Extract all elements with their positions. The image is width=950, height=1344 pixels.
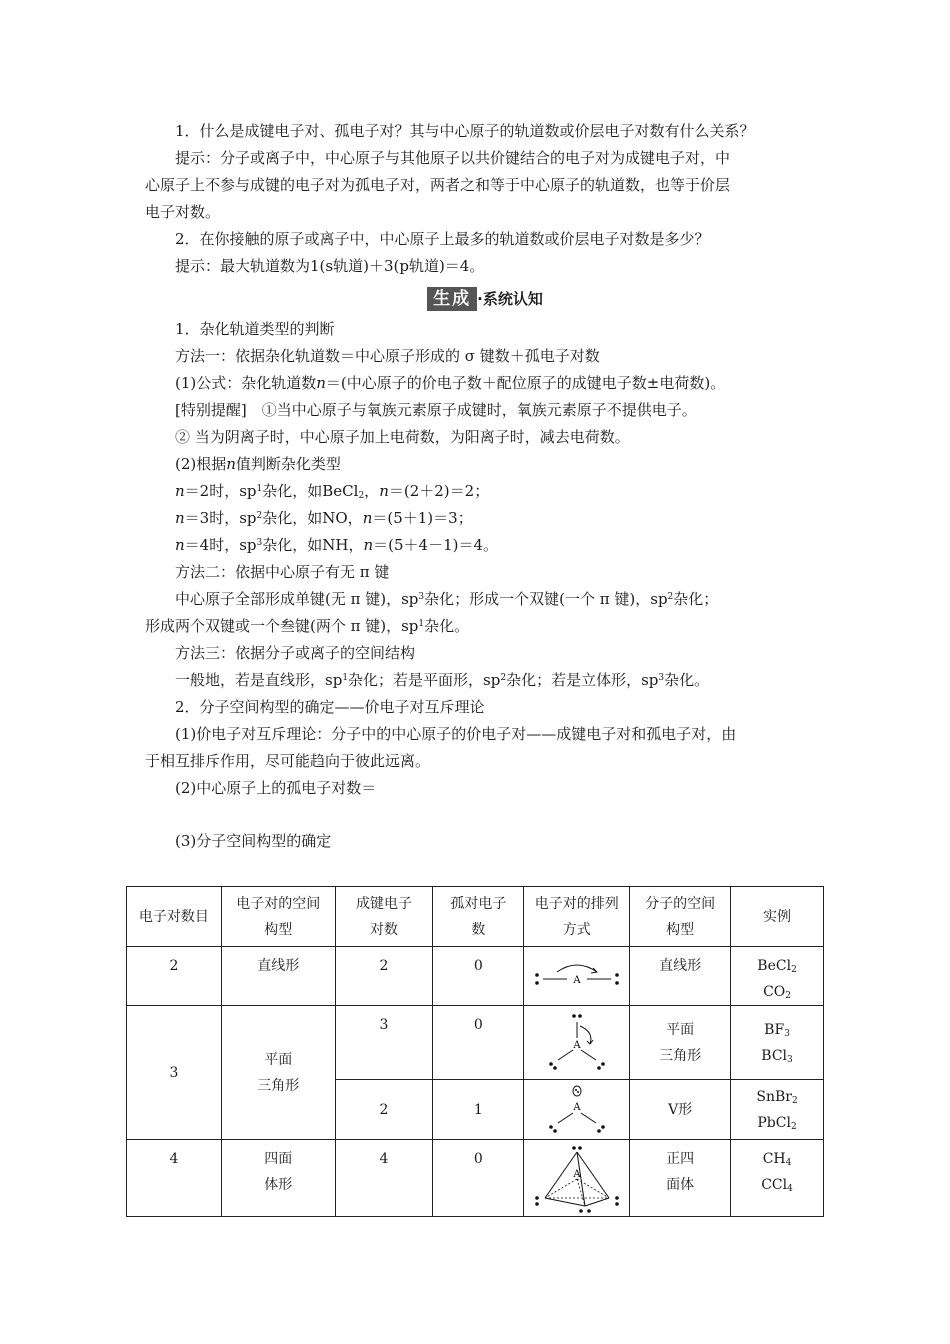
judge-line bbox=[145, 451, 825, 478]
judge-text-b: 值判断杂化类型 bbox=[235, 455, 341, 473]
lone-cell: 0 bbox=[433, 947, 524, 1006]
pair-geom-cell: 直线形 bbox=[221, 947, 335, 1006]
atom-label: A bbox=[573, 1101, 581, 1113]
example-2-sub: 4 bbox=[787, 1184, 793, 1194]
example-1 bbox=[731, 953, 823, 979]
rule-n4-c: ＝(5＋4－1)＝4。 bbox=[373, 536, 499, 554]
method-2-sup-2: 2 bbox=[667, 592, 674, 602]
example-2 bbox=[731, 1110, 823, 1136]
pair-geom-line-2: 三角形 bbox=[257, 1077, 300, 1094]
example-2-text: CO bbox=[763, 984, 786, 1000]
table-row bbox=[127, 1140, 824, 1217]
method-2-line-1 bbox=[145, 586, 825, 613]
rule-n3-sup: 2 bbox=[256, 511, 263, 521]
method-3-line bbox=[145, 667, 825, 694]
example-1-text: CH bbox=[762, 1151, 786, 1167]
q1-question: 1．什么是成键电子对、孤电子对？其与中心原子的轨道数或价层电子对数有什么关系？ bbox=[175, 122, 755, 140]
example-1-sub: 2 bbox=[791, 965, 797, 975]
rule-n2-var-2: n bbox=[379, 482, 389, 500]
bond-cell: 2 bbox=[335, 947, 433, 1006]
header-cell: 分子的空间构型 bbox=[630, 887, 731, 947]
example-1 bbox=[731, 1084, 823, 1110]
q2-question: 2．在你接触的原子或离子中，中心原子上最多的轨道数或价层电子对数是多少？ bbox=[175, 230, 710, 248]
rule-n3-c: ＝(5＋1)＝3； bbox=[372, 509, 473, 527]
section-header-box: 生成 bbox=[427, 287, 477, 311]
section-header-dot: · bbox=[477, 290, 483, 308]
rule-n3-var: n bbox=[175, 509, 185, 527]
table-row bbox=[127, 1006, 824, 1080]
mol-geom-line-2: 面体 bbox=[666, 1177, 695, 1193]
method-2-d: 形成两个双键或一个叁键(两个 π 键)，sp bbox=[145, 617, 419, 635]
method-2: 方法二：依据中心原子有无 π 键 bbox=[175, 563, 390, 581]
rule-n2-sub: 2 bbox=[358, 491, 365, 501]
vsepr-line-2: 于相互排斥作用，尽可能趋向于彼此远离。 bbox=[145, 752, 431, 770]
arrangement-bent bbox=[524, 1080, 630, 1140]
method-3-c: 杂化；若是立体形，sp bbox=[506, 671, 659, 689]
rule-n2 bbox=[145, 478, 825, 505]
rule-n2-sup: 1 bbox=[256, 484, 263, 494]
header-cell: 成键电子对数 bbox=[335, 887, 433, 947]
example-2-sub: 3 bbox=[787, 1054, 793, 1065]
method-3-sup-2: 2 bbox=[500, 673, 507, 683]
table-row bbox=[127, 947, 824, 1006]
mol-geom-cell bbox=[630, 1140, 731, 1217]
mol-geom-line-1: 平面 bbox=[666, 1021, 695, 1038]
method-3-a: 一般地，若是直线形，sp bbox=[175, 671, 343, 689]
example-1 bbox=[731, 1017, 823, 1043]
method-2-line-2 bbox=[145, 613, 825, 640]
bond-cell: 3 bbox=[335, 1006, 433, 1080]
mol-geom-cell: V形 bbox=[630, 1080, 731, 1140]
lone-cell: 1 bbox=[433, 1080, 524, 1140]
document-body bbox=[145, 118, 825, 855]
example-cell bbox=[731, 947, 824, 1006]
example-1-text: SnBr bbox=[756, 1088, 792, 1105]
example-2-sub: 2 bbox=[790, 1121, 797, 1132]
q1-answer-line-1: 提示：分子或离子中，中心原子与其他原子以共价键结合的电子对为成键电子对，中 bbox=[175, 149, 731, 167]
pair-geom-line-2: 体形 bbox=[264, 1177, 293, 1193]
formula-text-a: (1)公式：杂化轨道数 bbox=[175, 374, 317, 392]
judge-var-n: n bbox=[226, 455, 236, 473]
header-cell: 电子对的空间构型 bbox=[221, 887, 335, 947]
method-3: 方法三：依据分子或离子的空间结构 bbox=[175, 644, 416, 662]
pair-geom-cell bbox=[221, 1140, 335, 1217]
arrangement-trigonal bbox=[524, 1006, 630, 1080]
section-header-title: 系统认知 bbox=[482, 290, 543, 308]
rule-n4-var-2: n bbox=[363, 536, 374, 554]
rule-n2-c: ， bbox=[364, 482, 380, 500]
s2-title: 2．分子空间构型的确定——价电子对互斥理论 bbox=[175, 698, 485, 716]
method-2-sup-3: 1 bbox=[418, 619, 425, 629]
pair-geom-cell bbox=[221, 1006, 335, 1140]
bond-cell: 2 bbox=[335, 1080, 433, 1140]
method-1: 方法一：依据杂化轨道数＝中心原子形成的 σ 键数＋孤电子对数 bbox=[175, 347, 600, 365]
rule-n4-sup: 3 bbox=[256, 538, 263, 548]
example-1 bbox=[731, 1146, 823, 1172]
example-1-sub: 2 bbox=[791, 1095, 798, 1106]
example-cell bbox=[731, 1140, 824, 1217]
mol-geom-line-1: 正四 bbox=[666, 1151, 695, 1167]
example-cell bbox=[731, 1080, 824, 1140]
q1-answer-line-3: 电子对数。 bbox=[145, 203, 221, 221]
pairs-cell: 3 bbox=[127, 1006, 222, 1140]
table-header-row bbox=[127, 887, 824, 947]
s1-title: 1．杂化轨道类型的判断 bbox=[175, 320, 335, 338]
example-1-sub: 4 bbox=[785, 1158, 792, 1168]
rule-n3-a: ＝3时，sp bbox=[184, 509, 257, 527]
geometry-title: (3)分子空间构型的确定 bbox=[175, 832, 332, 850]
example-2-text: PbCl bbox=[757, 1114, 791, 1131]
lone-cell: 0 bbox=[433, 1140, 524, 1217]
method-3-b: 杂化；若是平面形，sp bbox=[348, 671, 501, 689]
header-cell: 电子对数目 bbox=[127, 887, 222, 947]
special-tip-1: [特别提醒] ①当中心原子与氧族元素原子成键时，氧族元素原子不提供电子。 bbox=[175, 401, 697, 419]
method-2-sup-1: 3 bbox=[418, 592, 425, 602]
method-2-b: 杂化；形成一个双键(一个 π 键)，sp bbox=[424, 590, 668, 608]
mol-geom-line-2: 三角形 bbox=[659, 1047, 702, 1064]
rule-n4-var: n bbox=[175, 536, 185, 554]
pair-geom-line-1: 平面 bbox=[264, 1051, 293, 1068]
header-cell: 电子对的排列方式 bbox=[524, 887, 630, 947]
rule-n3-var-2: n bbox=[362, 509, 373, 527]
bent-pair-diagram bbox=[532, 1083, 622, 1137]
rule-n4-b: 杂化，如NH， bbox=[262, 536, 364, 554]
q2-answer: 提示：最大轨道数为1(s轨道)＋3(p轨道)＝4。 bbox=[175, 257, 485, 275]
example-2 bbox=[731, 1043, 823, 1069]
example-2-text: CCl bbox=[761, 1177, 788, 1193]
method-2-e: 杂化。 bbox=[424, 617, 470, 635]
example-2-text: BCl bbox=[761, 1047, 788, 1064]
example-cell bbox=[731, 1006, 824, 1080]
formula-line bbox=[145, 370, 825, 397]
rule-n3-b: 杂化，如NO， bbox=[262, 509, 363, 527]
method-3-sup-3: 3 bbox=[658, 673, 665, 683]
special-tip-2: ② 当为阴离子时，中心原子加上电荷数，为阳离子时，减去电荷数。 bbox=[175, 428, 630, 446]
rule-n2-var: n bbox=[175, 482, 185, 500]
example-2 bbox=[731, 1172, 823, 1198]
atom-label: A bbox=[573, 1039, 581, 1051]
linear-pair-diagram bbox=[527, 956, 627, 996]
q1-answer-line-2: 心原子上不参与成键的电子对为孤电子对，两者之和等于中心原子的轨道数，也等于价层 bbox=[145, 176, 731, 194]
formula-var-n: n bbox=[316, 374, 326, 392]
header-cell: 实例 bbox=[731, 887, 824, 947]
lone-pair-formula: (2)中心原子上的孤电子对数＝ bbox=[175, 779, 377, 797]
method-2-a: 中心原子全部形成单键(无 π 键)，sp bbox=[175, 590, 419, 608]
method-3-d: 杂化。 bbox=[664, 671, 710, 689]
example-2-sub: 2 bbox=[785, 991, 792, 1001]
atom-label: A bbox=[573, 975, 581, 986]
arrangement-linear bbox=[524, 947, 630, 1006]
example-2 bbox=[731, 979, 823, 1005]
rule-n3 bbox=[145, 505, 825, 532]
rule-n2-d: ＝(2＋2)＝2； bbox=[388, 482, 490, 500]
rule-n4 bbox=[145, 532, 825, 559]
method-3-sup-1: 1 bbox=[342, 673, 349, 683]
rule-n2-a: ＝2时，sp bbox=[184, 482, 257, 500]
mol-geom-cell bbox=[630, 1006, 731, 1080]
pair-geom-line-1: 四面 bbox=[264, 1151, 293, 1167]
section-header bbox=[145, 284, 825, 312]
mol-geom-cell: 直线形 bbox=[630, 947, 731, 1006]
pairs-cell: 4 bbox=[127, 1140, 222, 1217]
arrangement-tetrahedral bbox=[524, 1140, 630, 1217]
tetrahedral-pair-diagram bbox=[529, 1143, 625, 1213]
rule-n4-a: ＝4时，sp bbox=[184, 536, 257, 554]
vsepr-table bbox=[126, 886, 824, 1217]
pairs-cell: 2 bbox=[127, 947, 222, 1006]
vsepr-line-1: (1)价电子对互斥理论：分子中的中心原子的价电子对——成键电子对和孤电子对，由 bbox=[175, 725, 737, 743]
atom-label: A bbox=[573, 1169, 581, 1180]
header-cell: 孤对电子数 bbox=[433, 887, 524, 947]
example-1-sub: 3 bbox=[784, 1028, 790, 1039]
formula-text-b: ＝(中心原子的价电子数＋配位原子的成键电子数±电荷数)。 bbox=[325, 374, 726, 392]
rule-n2-b: 杂化，如BeCl bbox=[262, 482, 359, 500]
bond-cell: 4 bbox=[335, 1140, 433, 1217]
judge-text-a: (2)根据 bbox=[175, 455, 227, 473]
example-1-text: BF bbox=[764, 1021, 785, 1038]
method-2-c: 杂化； bbox=[673, 590, 719, 608]
example-1-text: BeCl bbox=[757, 958, 792, 974]
lone-cell: 0 bbox=[433, 1006, 524, 1080]
trigonal-pair-diagram bbox=[532, 1010, 622, 1076]
